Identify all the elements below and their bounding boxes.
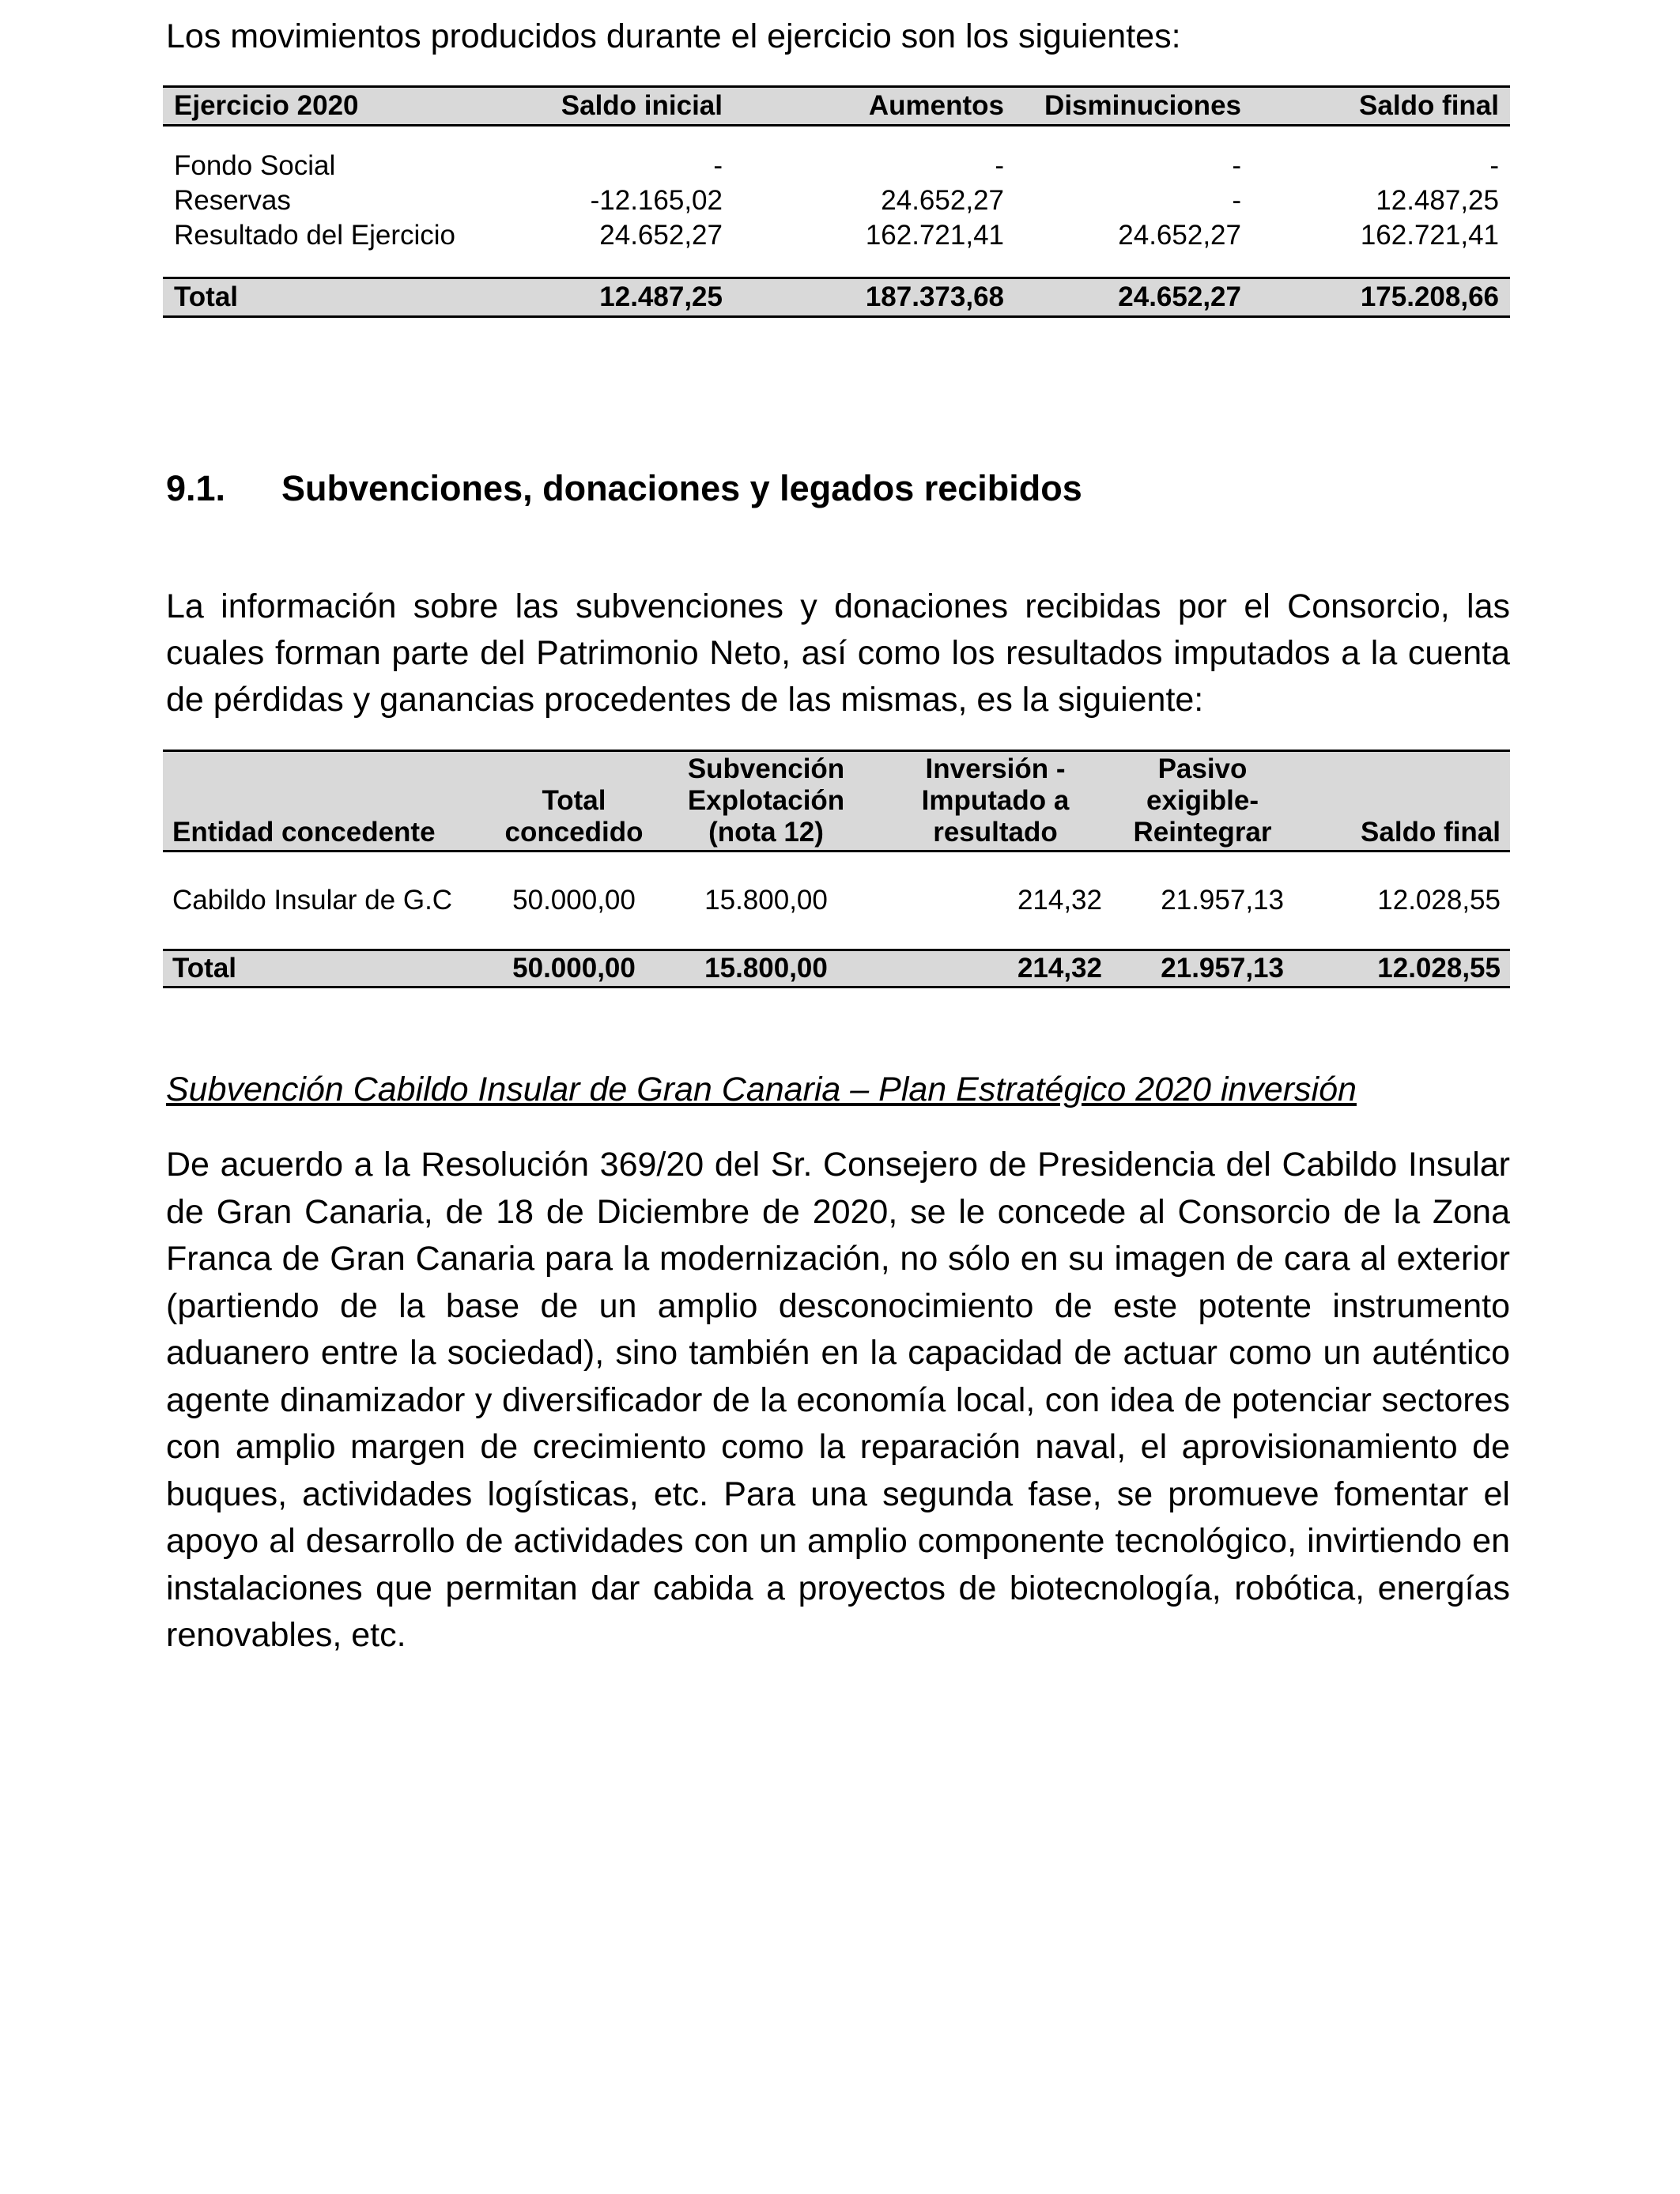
column-header: Inversión - Imputado a resultado [879, 751, 1112, 852]
subsection-subtitle: Subvención Cabildo Insular de Gran Canaria – Plan Estratégico 2020 inversión [166, 1071, 1357, 1108]
total-cell: 214,32 [879, 950, 1112, 987]
table-row [163, 882, 1510, 919]
equity-movements-table [163, 85, 1510, 318]
total-cell: 12.487,25 [503, 278, 734, 317]
column-header: Disminuciones [1015, 87, 1252, 126]
table-cell: -12.165,02 [590, 185, 723, 216]
table-total-row [163, 950, 1510, 987]
table-cell: Resultado del Ejercicio [174, 220, 456, 251]
column-header: Entidad concedente [163, 751, 495, 852]
table-header-row [163, 87, 1510, 126]
table-cell: 50.000,00 [512, 885, 636, 916]
table-cell: Reservas [174, 185, 291, 216]
column-header: Ejercicio 2020 [163, 87, 503, 126]
table-cell: 21.957,13 [1161, 885, 1284, 916]
table-row [163, 218, 1510, 253]
table-cell: 12.487,25 [1376, 185, 1499, 216]
total-cell: 15.800,00 [653, 950, 879, 987]
paragraph-subsidies-info: La información sobre las subvenciones y donaciones recibidas por el Consorcio, las cuales forman parte del Patrimonio Neto, así como los resultados imputados a la cuenta de pérdidas y ganancias procedentes de las mismas, es la siguiente: [166, 587, 1510, 719]
column-header: Pasivo exigible- Reintegrar [1112, 751, 1293, 852]
table-row [163, 183, 1510, 218]
table-cell: - [1232, 185, 1241, 216]
column-header: Total concedido [495, 751, 653, 852]
table-cell: 12.028,55 [1377, 885, 1501, 916]
table-cell: 162.721,41 [1360, 220, 1499, 251]
subsidies-table [163, 750, 1510, 988]
column-header: Saldo final [1252, 87, 1510, 126]
intro-text: Los movimientos producidos durante el ejercicio son los siguientes: [166, 17, 1181, 55]
table-header-row [163, 751, 1510, 852]
section-heading [166, 465, 1082, 512]
table-cell: - [1489, 150, 1499, 181]
total-cell: Total [163, 278, 503, 317]
section-title: Subvenciones, donaciones y legados recibidos [281, 468, 1082, 508]
column-header: Saldo final [1293, 751, 1510, 852]
total-cell: 50.000,00 [495, 950, 653, 987]
total-cell: Total [163, 950, 495, 987]
table-cell: Fondo Social [174, 150, 336, 181]
section-number: 9.1. [166, 468, 226, 508]
table-cell: - [713, 150, 723, 181]
column-header: Saldo inicial [503, 87, 734, 126]
total-cell: 21.957,13 [1112, 950, 1293, 987]
table-cell: 162.721,41 [865, 220, 1004, 251]
total-cell: 24.652,27 [1015, 278, 1252, 317]
table-cell: - [995, 150, 1004, 181]
total-cell: 187.373,68 [734, 278, 1015, 317]
table-cell: 214,32 [1017, 885, 1102, 916]
table-cell: 24.652,27 [881, 185, 1004, 216]
table-cell: Cabildo Insular de G.C [172, 885, 453, 916]
column-header: Subvención Explotación (nota 12) [653, 751, 879, 852]
column-header: Aumentos [734, 87, 1015, 126]
paragraph-resolution: De acuerdo a la Resolución 369/20 del Sr. Consejero de Presidencia del Cabildo Insular de Gran Canaria, de 18 de Diciembre de 2020, se le concede al Consorcio de la Zona Franca de Gran Canaria para la modernización, no sólo en su imagen de cara al exterior (partiendo de la base de un amplio desconocimiento de este potente instrumento aduanero entre la sociedad), sino también en la capacidad de actuar como un auténtico agente dinamizador y diversificador de la economía local, con idea de potenciar sectores con amplio margen de crecimiento como la reparación naval, el aprovisionamiento de buques, actividades logísticas, etc. Para una segunda fase, se promueve fomentar el apoyo al desarrollo de actividades con un amplio componente tecnológico, invirtiendo en instalaciones que permitan dar cabida a proyectos de biotecnología, robótica, energías renovables, etc. [166, 1146, 1510, 1654]
table-total-row [163, 278, 1510, 317]
table-cell: 24.652,27 [599, 220, 723, 251]
table-row [163, 149, 1510, 183]
total-cell: 12.028,55 [1293, 950, 1510, 987]
table-cell: - [1232, 150, 1241, 181]
table-cell: 15.800,00 [704, 885, 828, 916]
total-cell: 175.208,66 [1252, 278, 1510, 317]
table-cell: 24.652,27 [1118, 220, 1241, 251]
